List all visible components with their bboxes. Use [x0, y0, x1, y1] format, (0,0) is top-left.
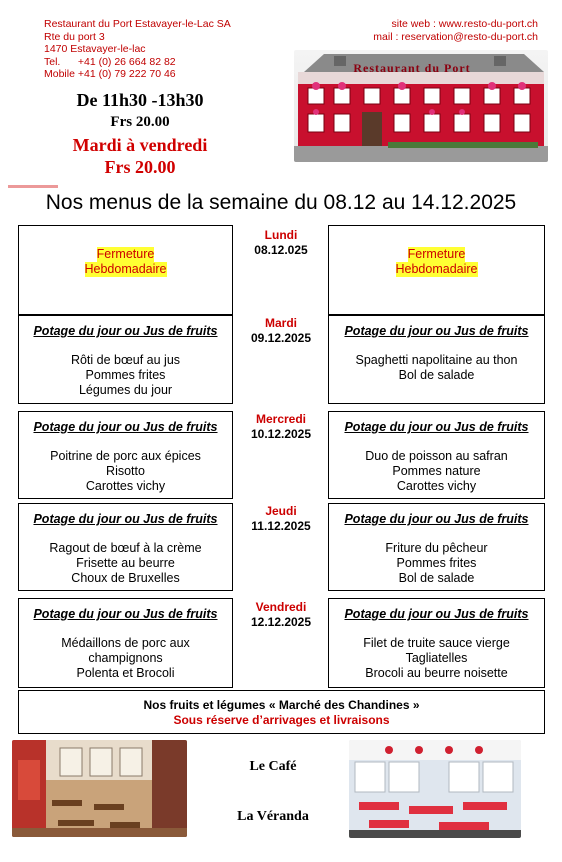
- cafe-illustration: [12, 740, 187, 837]
- email-link[interactable]: mail : reservation@resto-du-port.ch: [373, 30, 538, 43]
- address-line: Rte du port 3: [44, 30, 105, 43]
- menu-box-jeudi-left: [18, 503, 233, 591]
- menu-starter: Potage du jour ou Jus de fruits: [33, 324, 218, 338]
- menu-box-mardi-left: [18, 315, 233, 404]
- day-name: Mercredi: [255, 412, 307, 426]
- market-note-box: [18, 690, 545, 734]
- menu-line: Poitrine de porc aux épices: [50, 449, 201, 463]
- menu-line: Tagliatelles: [405, 651, 468, 665]
- day-date: 11.12.2025: [251, 519, 311, 533]
- menu-line: Ragout de bœuf à la crème: [49, 541, 202, 555]
- day-date: 10.12.2025: [250, 427, 312, 441]
- restaurant-address: [44, 18, 231, 81]
- address-line: Restaurant du Port Estavayer-le-Lac SA: [44, 18, 231, 30]
- menu-starter: Potage du jour ou Jus de fruits: [344, 324, 529, 338]
- menu-box-mardi-right: [328, 315, 545, 404]
- price: Frs 20.00: [104, 157, 176, 177]
- veranda-label: La Véranda: [237, 809, 309, 824]
- menu-line: Risotto: [106, 464, 145, 478]
- cafe-interior-photo: [12, 740, 187, 837]
- supply-disclaimer: Sous réserve d’arrivages et livraisons: [173, 713, 390, 727]
- address-line: Tel. +41 (0) 26 664 82 82: [44, 55, 176, 68]
- menu-box-lundi-left: [18, 225, 233, 315]
- menu-starter: Potage du jour ou Jus de fruits: [33, 420, 218, 434]
- menu-line: Spaghetti napolitaine au thon: [355, 353, 518, 367]
- day-name: Vendredi: [255, 600, 307, 614]
- menu-box-vendredi-right: [328, 598, 545, 688]
- day-name: Lundi: [264, 228, 298, 242]
- address-line: 1470 Estavayer-le-lac: [44, 43, 146, 56]
- veranda-illustration: [349, 740, 521, 838]
- menu-line: Pommes frites: [396, 556, 477, 570]
- menu-line: Frisette au beurre: [76, 556, 175, 570]
- menu-line: Pommes nature: [392, 464, 481, 478]
- closure-notice: Hebdomadaire: [395, 262, 478, 276]
- day-date: 08.12.025: [254, 243, 308, 257]
- menu-line: Bol de salade: [398, 368, 475, 382]
- day-label-lundi: [236, 228, 326, 258]
- closure-notice: Fermeture: [96, 247, 155, 261]
- closure-notice: Fermeture: [407, 247, 466, 261]
- day-label-mardi: [236, 316, 326, 346]
- menu-box-jeudi-right: [328, 503, 545, 591]
- closure-notice: Hebdomadaire: [84, 262, 167, 276]
- opening-hours: De 11h30 -13h30: [76, 90, 204, 110]
- price-small: Frs 20.00: [110, 114, 170, 130]
- contact-info: [373, 18, 538, 43]
- menu-line: Duo de poisson au safran: [365, 449, 508, 463]
- menu-box-vendredi-left: [18, 598, 233, 688]
- menu-line: Bol de salade: [398, 571, 475, 585]
- menu-line: Médaillons de porc aux: [61, 636, 190, 650]
- veranda-photo: [349, 740, 521, 838]
- decor-fragment: [8, 185, 58, 188]
- day-date: 09.12.2025: [250, 331, 312, 345]
- menu-box-lundi-right: [328, 225, 545, 315]
- menu-line: Carottes vichy: [85, 479, 166, 493]
- menu-starter: Potage du jour ou Jus de fruits: [344, 512, 529, 526]
- menu-box-mercredi-left: [18, 411, 233, 499]
- website-link[interactable]: site web : www.resto-du-port.ch: [391, 18, 538, 30]
- day-date: 12.12.2025: [250, 615, 312, 629]
- menu-line: Choux de Bruxelles: [71, 571, 180, 585]
- facade-sign: Restaurant du Port: [353, 61, 471, 75]
- menu-starter: Potage du jour ou Jus de fruits: [344, 607, 529, 621]
- menu-starter: Potage du jour ou Jus de fruits: [344, 420, 529, 434]
- day-label-vendredi: [236, 600, 326, 630]
- menu-line: Friture du pêcheur: [385, 541, 488, 555]
- day-label-mercredi: [236, 412, 326, 442]
- menu-line: Filet de truite sauce vierge: [363, 636, 510, 650]
- menu-line: Polenta et Brocoli: [76, 666, 175, 680]
- market-note: Nos fruits et légumes « Marché des Chandines »: [143, 698, 420, 712]
- menu-starter: Potage du jour ou Jus de fruits: [33, 512, 218, 526]
- restaurant-facade-photo: [294, 50, 548, 162]
- day-label-jeudi: [236, 504, 326, 534]
- menu-starter: Potage du jour ou Jus de fruits: [33, 607, 218, 621]
- menu-line: Carottes vichy: [396, 479, 477, 493]
- menu-line: Légumes du jour: [78, 383, 173, 397]
- address-line: Mobile +41 (0) 79 222 70 46: [44, 68, 176, 81]
- cafe-label: Le Café: [249, 759, 297, 774]
- menu-box-mercredi-right: [328, 411, 545, 499]
- day-name: Mardi: [264, 316, 297, 330]
- days-range: Mardi à vendredi: [72, 135, 208, 155]
- menu-line: Rôti de bœuf au jus: [70, 353, 181, 367]
- menu-line: champignons: [88, 651, 163, 665]
- hours-block: [40, 90, 240, 178]
- day-name: Jeudi: [265, 504, 297, 518]
- page-title: Nos menus de la semaine du 08.12 au 14.12.2025: [45, 191, 517, 214]
- menu-line: Pommes frites: [85, 368, 166, 382]
- menu-line: Brocoli au beurre noisette: [365, 666, 508, 680]
